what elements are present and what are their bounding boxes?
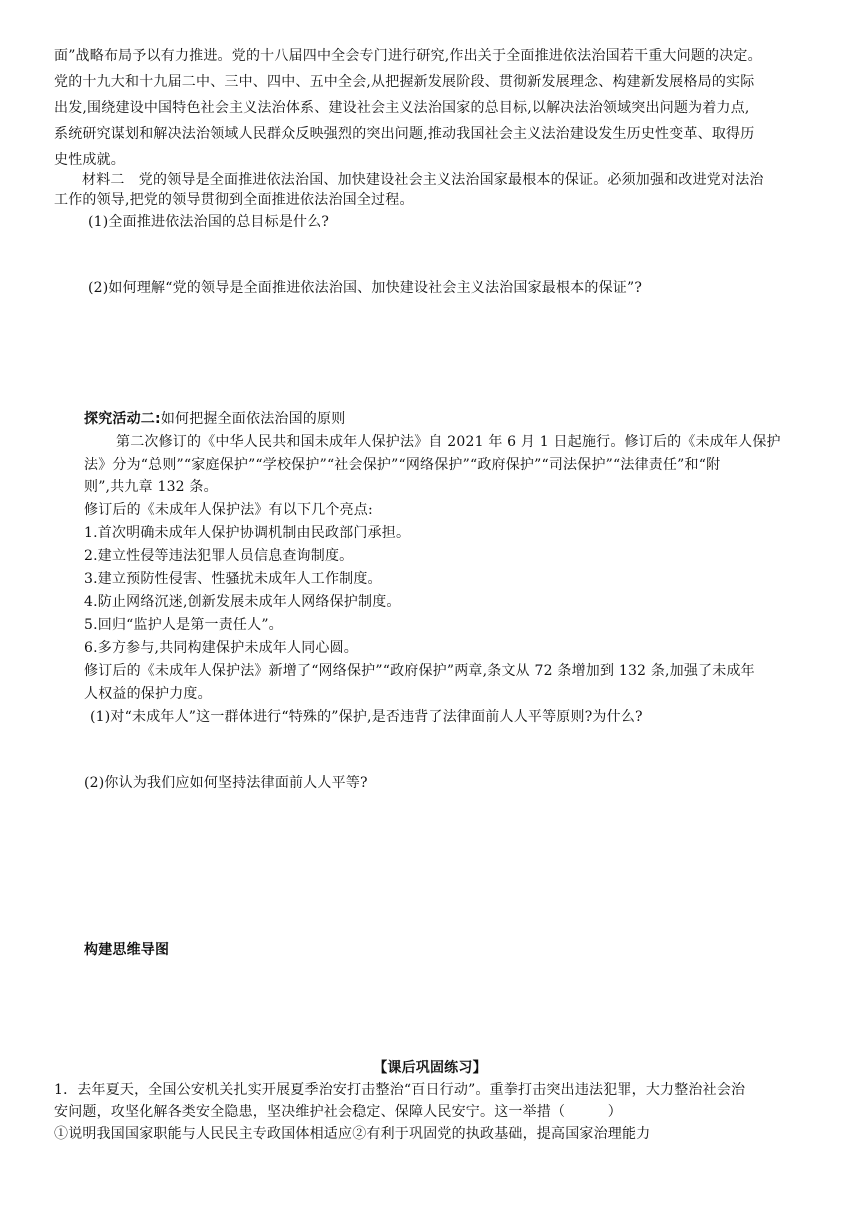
practice-title: 【课后巩固练习】: [373, 1060, 487, 1076]
intro-line: 面”战略布局予以有力推进。党的十八届四中全会专门进行研究,作出关于全面推进依法治国若干重大问题的决定。: [54, 48, 762, 64]
highlight-item: 6.多方参与,共同构建保护未成年人同心圆。: [84, 640, 359, 656]
mindmap-title: 构建思维导图: [84, 942, 170, 958]
highlights-intro: 修订后的《未成年人保护法》有以下几个亮点:: [84, 502, 373, 518]
activity2-title: 探究活动二:: [84, 411, 161, 427]
activity2-heading: [84, 409, 345, 429]
activity2-question-2: (2)你认为我们应如何坚持法律面前人人平等?: [84, 775, 368, 791]
intro-line: 史性成就。: [54, 152, 125, 168]
question-1: (1)全面推进依法治国的总目标是什么?: [88, 214, 330, 230]
summary-line: 修订后的《未成年人保护法》新增了“网络保护”“政府保护”两章,条文从 72 条增加到 132 条,加强了未成年: [84, 663, 755, 679]
material2-line: 工作的领导,把党的领导贯彻到全面推进依法治国全过程。: [54, 192, 414, 208]
intro-line: 出发,围绕建设中国特色社会主义法治体系、建设社会主义法治国家的总目标,以解决法治领域突出问题为着力点,: [54, 100, 750, 116]
activity2-question-1: (1)对“未成年人”这一群体进行“特殊的”保护,是否违背了法律面前人人平等原则?为什么?: [90, 709, 643, 725]
highlight-item: 5.回归“监护人是第一责任人”。: [84, 617, 283, 633]
intro-line: 系统研究谋划和解决法治领域人民群众反映强烈的突出问题,推动我国社会主义法治建设发生历史性变革、取得历: [54, 126, 755, 142]
highlight-item: 4.防止网络沉迷,创新发展未成年人网络保护制度。: [84, 594, 401, 610]
question-2: (2)如何理解“党的领导是全面推进依法治国、加快建设社会主义法治国家最根本的保证”?: [88, 280, 643, 296]
activity2-para-line: 法》分为“总则”“家庭保护”“学校保护”“社会保护”“网络保护”“政府保护”“司法保护”“法律责任”和“附: [84, 457, 721, 473]
highlight-item: 3.建立预防性侵害、性骚扰未成年人工作制度。: [84, 571, 382, 587]
intro-line: 党的十九大和十九届二中、三中、四中、五中全会,从把握新发展阶段、贯彻新发展理念、构建新发展格局的实际: [54, 74, 755, 90]
activity2-title-rest: 如何把握全面依法治国的原则: [160, 411, 346, 427]
practice-q1-line: ①说明我国国家职能与人民民主专政国体相适应②有利于巩固党的执政基础，提高国家治理能力: [54, 1126, 651, 1142]
activity2-para-line: 则”,共九章 132 条。: [84, 479, 218, 495]
highlight-item: 2.建立性侵等违法犯罪人员信息查询制度。: [84, 548, 354, 564]
activity2-para-line: 第二次修订的《中华人民共和国未成年人保护法》自 2021 年 6 月 1 日起施行。修订后的《未成年人保护: [116, 434, 781, 450]
summary-line: 人权益的保护力度。: [84, 686, 212, 702]
practice-q1-line: 安问题，攻坚化解各类安全隐患，坚决维护社会稳定、保障人民安宁。这一举措（ ）: [54, 1104, 622, 1120]
highlight-item: 1.首次明确未成年人保护协调机制由民政部门承担。: [84, 525, 411, 541]
practice-q1-line: 1．去年夏天，全国公安机关扎实开展夏季治安打击整治“百日行动”。重拳打击突出违法犯罪，大力整治社会治: [54, 1082, 746, 1098]
material2-line: 材料二 党的领导是全面推进依法治国、加快建设社会主义法治国家最根本的保证。必须加强和改进党对法治: [82, 172, 764, 188]
